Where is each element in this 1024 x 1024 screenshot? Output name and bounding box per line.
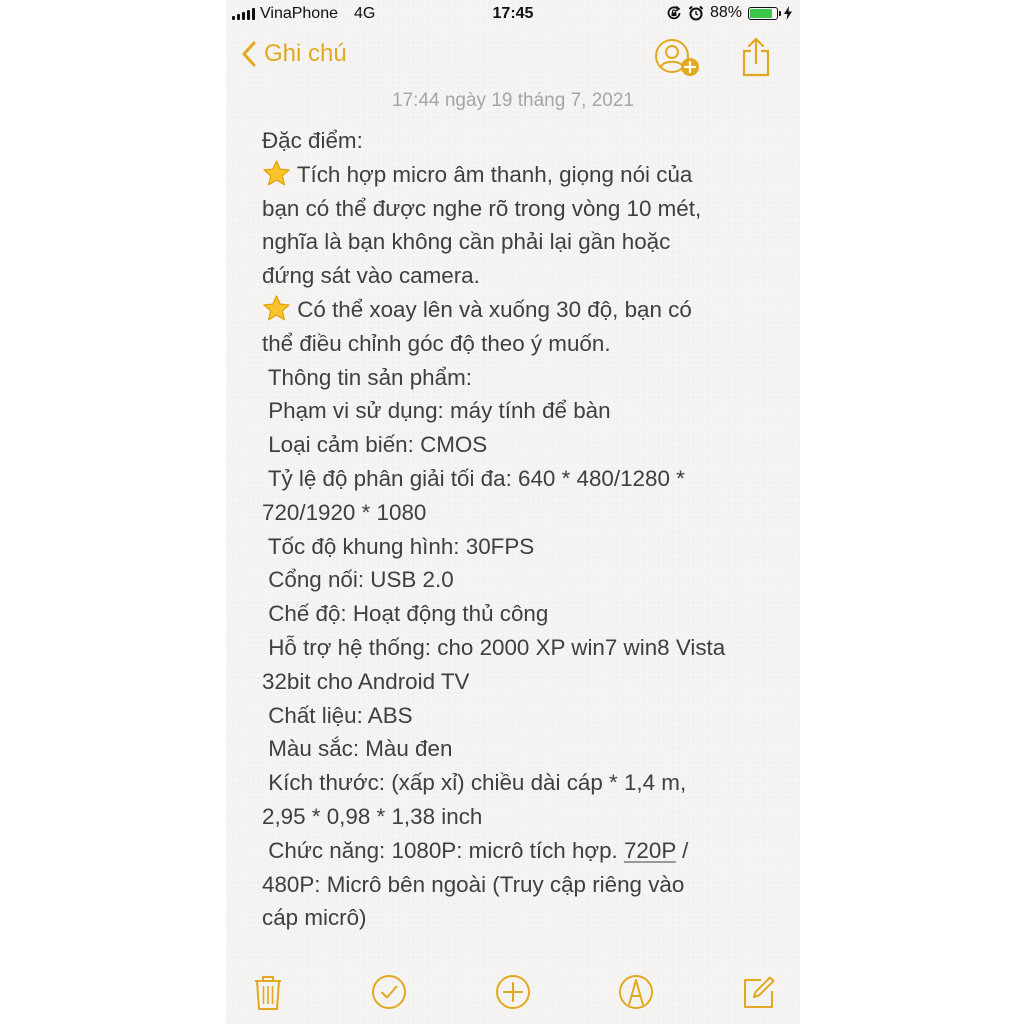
compose-icon[interactable] [739, 972, 779, 1012]
note-line: Màu sắc: Màu đen [262, 736, 453, 762]
note-line: thể điều chỉnh góc độ theo ý muốn. [262, 330, 611, 356]
navigation-bar [226, 30, 800, 86]
note-line: Chế độ: Hoạt động thủ công [262, 601, 549, 627]
star-emoji-icon [262, 294, 291, 322]
note-line: Kích thước: (xấp xỉ) chiều dài cáp * 1,4 m, [262, 770, 687, 796]
note-line [262, 834, 782, 868]
add-icon[interactable] [493, 972, 533, 1012]
trash-icon[interactable] [248, 972, 288, 1012]
note-body[interactable] [262, 124, 782, 935]
note-line: Phạm vi sử dụng: máy tính để bàn [262, 398, 611, 424]
chevron-left-icon [242, 41, 256, 67]
markup-icon[interactable] [616, 972, 656, 1012]
note-line: bạn có thể được nghe rõ trong vòng 10 mét, [262, 195, 702, 221]
rotation-lock-icon [666, 5, 682, 21]
note-line: nghĩa là bạn không cần phải lại gần hoặc [262, 229, 671, 255]
checklist-icon[interactable] [369, 972, 409, 1012]
note-line: Hỗ trợ hệ thống: cho 2000 XP win7 win8 Vista [262, 634, 726, 660]
network-type: 4G [354, 5, 376, 22]
note-line: cáp micrô) [262, 905, 367, 931]
note-line-text: Tích hợp micro âm thanh, giọng nói của [291, 161, 693, 187]
note-line: Loại cảm biến: CMOS [262, 432, 488, 458]
note-line: Thông tin sản phẩm: [262, 364, 472, 390]
note-line-text: Chức năng: 1080P: micrô tích hợp. [262, 837, 624, 863]
note-date: 17:44 ngày 19 tháng 7, 2021 [392, 90, 634, 111]
bottom-toolbar [226, 968, 800, 1018]
note-line [262, 158, 782, 192]
note-line: 720/1920 * 1080 [262, 499, 427, 525]
note-line-text: / [675, 837, 689, 863]
carrier-name: VinaPhone [260, 5, 338, 22]
battery-level-fill [750, 9, 772, 18]
status-time: 17:45 [492, 5, 534, 22]
notes-screen [226, 0, 800, 1024]
star-emoji-icon [262, 159, 291, 187]
note-line: 32bit cho Android TV [262, 668, 470, 694]
add-people-icon[interactable] [654, 38, 700, 78]
alarm-icon [688, 5, 704, 21]
note-line: Tỷ lệ độ phân giải tối đa: 640 * 480/1280 * [262, 465, 685, 491]
note-line-text: Có thể xoay lên và xuống 30 độ, bạn có [291, 296, 692, 322]
back-button[interactable] [242, 40, 347, 68]
note-line: 2,95 * 0,98 * 1,38 inch [262, 803, 483, 829]
status-icons [666, 4, 792, 22]
charging-icon [784, 6, 792, 20]
detected-data-link[interactable]: 720P [623, 837, 676, 863]
note-line: Chất liệu: ABS [262, 702, 413, 728]
note-line: Cổng nối: USB 2.0 [262, 567, 454, 593]
note-line: Tốc độ khung hình: 30FPS [262, 533, 535, 559]
status-bar [226, 0, 800, 30]
note-line [262, 293, 782, 327]
battery-icon [748, 7, 778, 20]
battery-percent: 88% [709, 4, 742, 21]
note-line: đứng sát vào camera. [262, 263, 480, 289]
note-line: 480P: Micrô bên ngoài (Truy cập riêng vào [262, 871, 685, 897]
note-line: Đặc điểm: [262, 128, 363, 153]
share-icon[interactable] [740, 36, 772, 78]
back-button-label: Ghi chú [264, 40, 347, 67]
